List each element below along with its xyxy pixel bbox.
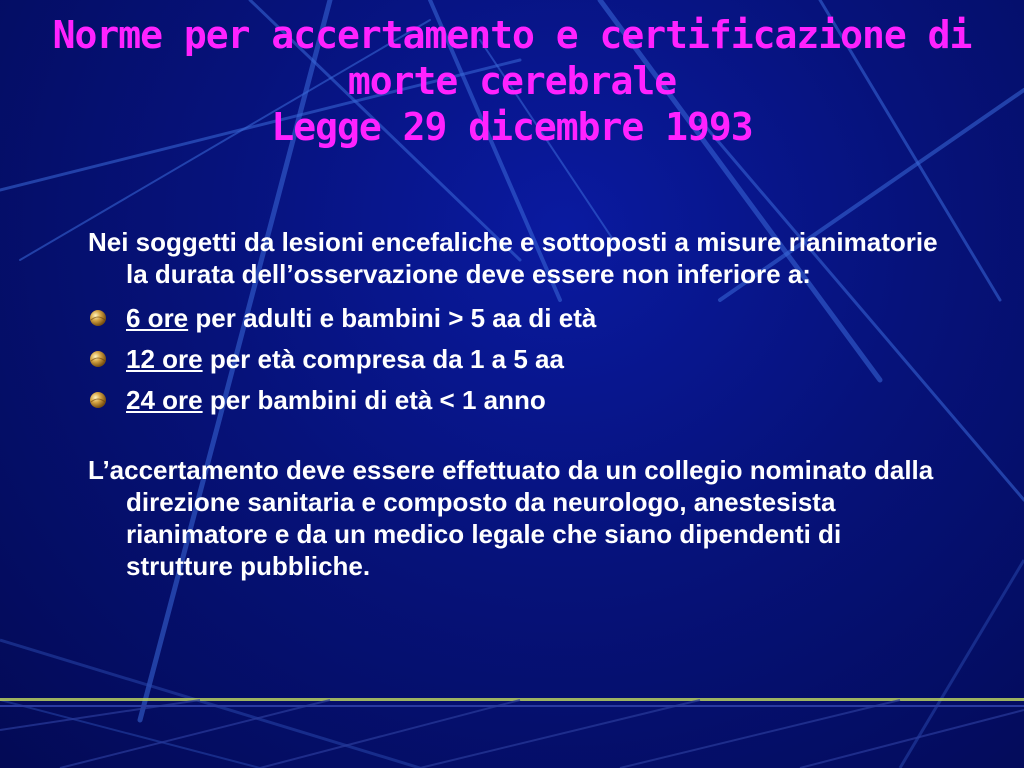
duration-list <box>88 302 948 416</box>
slide-title <box>0 12 1024 150</box>
title-line-1: Norme per accertamento e certificazione di <box>52 13 972 57</box>
duration-12-hours: 12 ore <box>126 344 203 374</box>
gold-sphere-bullet-icon <box>88 308 108 328</box>
title-line-3: Legge 29 dicembre 1993 <box>271 105 753 149</box>
title-line-2: morte cerebrale <box>347 59 677 103</box>
gold-sphere-bullet-icon <box>88 390 108 410</box>
closing-paragraph: L’accertamento deve essere effettuato da un collegio nominato dalla direzione sanitaria e composto da neurologo, anestesista rianimatore e da un medico legale che siano dipendenti di strutture pubbliche. <box>88 455 934 581</box>
intro-paragraph: Nei soggetti da lesioni encefaliche e sottoposti a misure rianimatorie la durata dell’osservazione deve essere non inferiore a: <box>88 227 938 289</box>
bottom-rule <box>0 698 1024 701</box>
duration-24-hours-description: per bambini di età < 1 anno <box>202 385 546 415</box>
list-item <box>88 343 948 375</box>
slide-body <box>88 226 948 582</box>
duration-12-hours-description: per età compresa da 1 a 5 aa <box>202 344 564 374</box>
duration-6-hours-description: per adulti e bambini > 5 aa di età <box>188 303 597 333</box>
list-item <box>88 302 948 334</box>
gold-sphere-bullet-icon <box>88 349 108 369</box>
duration-24-hours: 24 ore <box>126 385 203 415</box>
duration-6-hours: 6 ore <box>126 303 189 333</box>
list-item <box>88 384 948 416</box>
